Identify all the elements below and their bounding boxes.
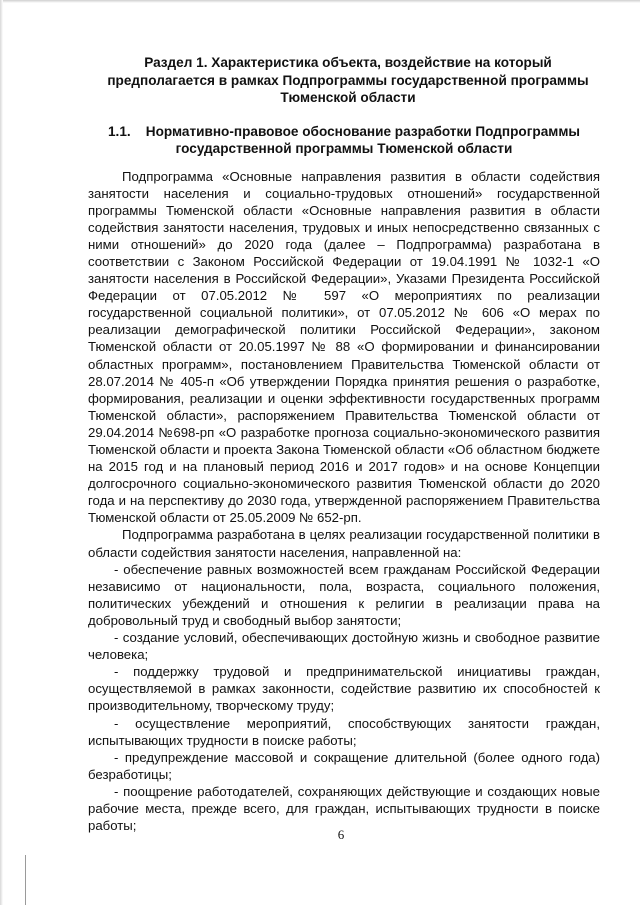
list-item: - обеспечение равных возможностей всем гражданам Российской Федерации независимо от национальности, пола, возраста, социального положения, политических убеждений и отношения к религии в реализации права на добровольный труд и свободный выбор занятости;	[88, 561, 600, 628]
body-text	[88, 168, 600, 835]
paragraph: Подпрограмма разработана в целях реализации государственной политики в области содействия занятости населения, направленной на:	[88, 527, 600, 560]
scan-edge-left	[0, 0, 3, 905]
document-content	[88, 54, 600, 834]
list-item: - предупреждение массовой и сокращение длительной (более одного года) безработицы;	[88, 749, 600, 782]
list-item: - создание условий, обеспечивающих достойную жизнь и свободное развитие человека;	[88, 630, 600, 663]
page-number: 6	[337, 827, 345, 842]
section-title: Раздел 1. Характеристика объекта, воздействие на который предполагается в рамках Подпрограммы государственной программы Тюменской области	[107, 55, 589, 105]
paragraph: Подпрограмма «Основные направления развития в области содействия занятости населения и социально-трудовых отношений» государственной программы Тюменской области «Основные направления развития в области содействия занятости населения, трудовых и иных непосредственно связанных с ними отношений» до 2020 года (далее – Подпрограмма) разработана в соответствии с Законом Российской Федерации от 19.04.1991 № 1032-1 «О занятости населения в Российской Федерации», Указами Президента Российской Федерации от 07.05.2012 № 597 «О мероприятиях по реализации государственной социальной политики», от 07.05.2012 № 606 «О мерах по реализации демографической политики Российской Федерации», законом Тюменской области от 20.05.1997 № 88 «О формировании и финансировании областных программ», постановлением Правительства Тюменской области от 28.07.2014 № 405-п «Об утверждении Порядка принятия решения о разработке, формирования, реализации и оценки эффективности государственных программ Тюменской области», распоряжением Правительства Тюменской области от 29.04.2014 №698-рп «О разработке прогноза социально-экономического развития Тюменской области и проекта Закона Тюменской области «Об областном бюджете на 2015 год и на плановый период 2016 и 2017 годов» и на основе Концепции долгосрочного социально-экономического развития Тюменской области до 2020 года и на перспективу до 2030 года, утвержденной распоряжением Правительства Тюменской области от 25.05.2009 № 652-рп.	[88, 168, 600, 526]
list-item: - осуществление мероприятий, способствующих занятости граждан, испытывающих трудности в поиске работы;	[88, 715, 600, 748]
list-item: - поддержку трудовой и предпринимательской инициативы граждан, осуществляемой в рамках законности, содействие развитию их способностей к производительному, творческому труду;	[88, 664, 600, 714]
subsection-title: 1.1. Нормативно-правовое обоснование разработки Подпрограммы государственной программы Тюменской области	[108, 123, 580, 156]
margin-mark	[25, 855, 26, 905]
scan-edge-top	[0, 0, 640, 3]
list-item: - поощрение работодателей, сохраняющих действующие и создающих новые рабочие места, прежде всего, для граждан, испытывающих трудности в поиске работы;	[88, 783, 600, 834]
